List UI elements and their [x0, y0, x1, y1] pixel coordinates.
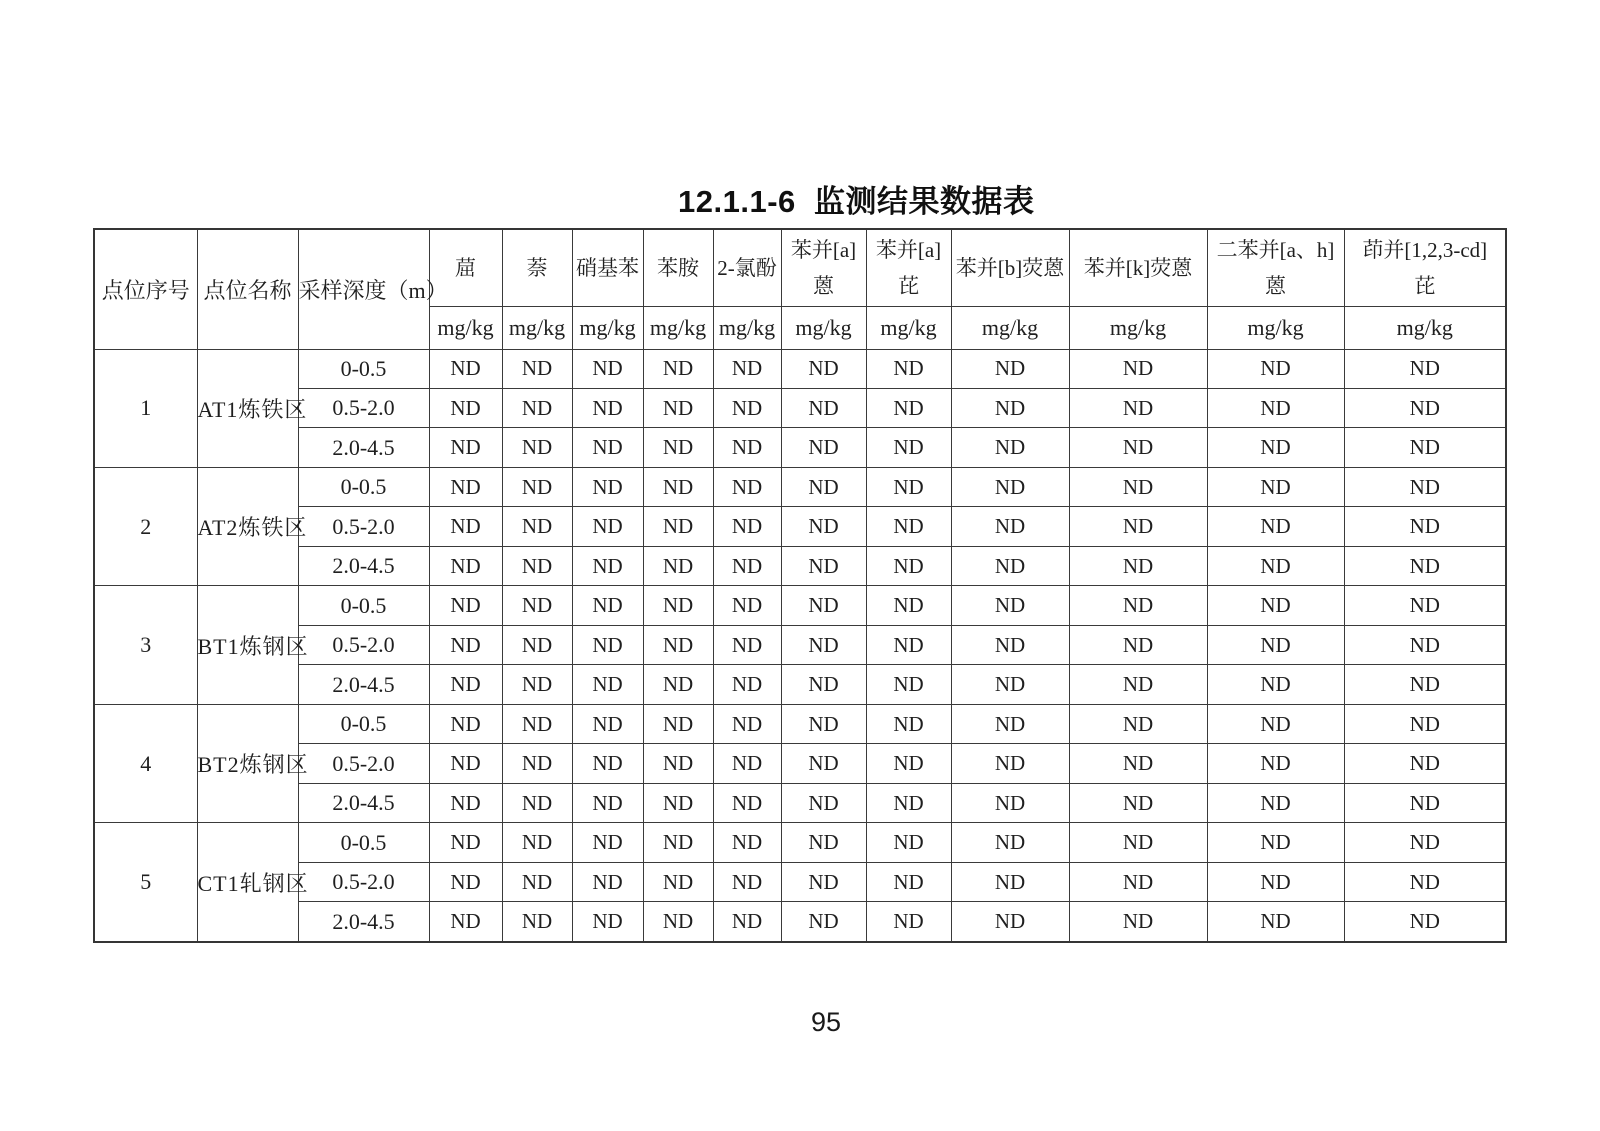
result-value-cell: ND: [643, 625, 713, 664]
result-value-cell: ND: [1344, 507, 1506, 546]
result-value-cell: ND: [781, 586, 866, 625]
result-value-cell: ND: [951, 546, 1069, 585]
result-value-cell: ND: [713, 507, 781, 546]
result-value-cell: ND: [1207, 507, 1344, 546]
result-value-cell: ND: [1207, 467, 1344, 506]
sampling-depth-cell: 2.0-4.5: [298, 428, 429, 467]
result-value-cell: ND: [643, 744, 713, 783]
result-value-cell: ND: [1207, 744, 1344, 783]
result-value-cell: ND: [429, 507, 502, 546]
result-value-cell: ND: [643, 586, 713, 625]
table-body: [94, 349, 1506, 942]
result-value-cell: ND: [1344, 902, 1506, 942]
sampling-depth-cell: 0.5-2.0: [298, 388, 429, 427]
result-value-cell: ND: [1069, 546, 1207, 585]
sampling-depth-cell: 0.5-2.0: [298, 625, 429, 664]
chemical-name-line: 二苯并[a、h]: [1216, 237, 1335, 262]
col-header-unit: mg/kg: [429, 306, 502, 349]
result-value-cell: ND: [713, 625, 781, 664]
result-value-cell: ND: [866, 783, 951, 822]
sampling-depth-cell: 0.5-2.0: [298, 507, 429, 546]
result-value-cell: ND: [951, 349, 1069, 388]
chemical-name-line: 苯胺: [657, 255, 699, 280]
result-value-cell: ND: [866, 862, 951, 901]
result-value-cell: ND: [1207, 625, 1344, 664]
result-value-cell: ND: [429, 902, 502, 942]
result-value-cell: ND: [643, 704, 713, 743]
result-value-cell: ND: [1069, 902, 1207, 942]
result-value-cell: ND: [951, 862, 1069, 901]
result-value-cell: ND: [502, 902, 572, 942]
result-value-cell: ND: [1069, 586, 1207, 625]
col-header-chemical: [1344, 229, 1506, 306]
sampling-depth-cell: 2.0-4.5: [298, 665, 429, 704]
chemical-name-line: 䓛: [455, 255, 476, 280]
result-value-cell: ND: [1344, 428, 1506, 467]
chemical-name-line: 苯并[k]荧蒽: [1083, 255, 1193, 280]
result-value-cell: ND: [781, 862, 866, 901]
result-value-cell: ND: [572, 467, 643, 506]
result-value-cell: ND: [502, 744, 572, 783]
result-value-cell: ND: [429, 862, 502, 901]
point-seq-cell: 3: [94, 586, 197, 704]
result-value-cell: ND: [866, 546, 951, 585]
result-value-cell: ND: [951, 625, 1069, 664]
sampling-depth-cell: 0-0.5: [298, 467, 429, 506]
result-value-cell: ND: [643, 546, 713, 585]
col-header-unit: mg/kg: [951, 306, 1069, 349]
chemical-name-line: 2-氯酚: [717, 255, 777, 280]
result-value-cell: ND: [429, 625, 502, 664]
result-value-cell: ND: [502, 704, 572, 743]
result-value-cell: ND: [866, 507, 951, 546]
result-value-cell: ND: [781, 704, 866, 743]
result-value-cell: ND: [866, 467, 951, 506]
result-value-cell: ND: [1344, 467, 1506, 506]
result-value-cell: ND: [781, 665, 866, 704]
result-value-cell: ND: [502, 625, 572, 664]
col-header-unit: mg/kg: [1069, 306, 1207, 349]
result-value-cell: ND: [951, 783, 1069, 822]
sampling-depth-cell: 0.5-2.0: [298, 744, 429, 783]
result-value-cell: ND: [572, 546, 643, 585]
result-value-cell: ND: [502, 783, 572, 822]
result-value-cell: ND: [643, 783, 713, 822]
result-value-cell: ND: [502, 586, 572, 625]
result-value-cell: ND: [951, 388, 1069, 427]
col-header-unit: mg/kg: [1207, 306, 1344, 349]
result-value-cell: ND: [429, 428, 502, 467]
result-value-cell: ND: [1207, 586, 1344, 625]
result-value-cell: ND: [1344, 665, 1506, 704]
result-value-cell: ND: [1069, 467, 1207, 506]
chemical-name-line: 苯并[b]荧蒽: [955, 255, 1065, 280]
result-value-cell: ND: [572, 862, 643, 901]
result-value-cell: ND: [572, 902, 643, 942]
result-value-cell: ND: [781, 428, 866, 467]
result-value-cell: ND: [951, 704, 1069, 743]
result-value-cell: ND: [643, 823, 713, 862]
result-value-cell: ND: [866, 823, 951, 862]
result-value-cell: ND: [781, 823, 866, 862]
result-value-cell: ND: [572, 625, 643, 664]
chemical-name-line: 芘: [1414, 273, 1436, 298]
result-value-cell: ND: [1069, 665, 1207, 704]
point-name-cell: AT1炼铁区: [197, 349, 298, 467]
table-row: [94, 586, 1506, 625]
result-value-cell: ND: [429, 546, 502, 585]
chemical-name-line: 苯并[a]: [790, 237, 857, 262]
point-name-cell: AT2炼铁区: [197, 467, 298, 585]
col-header-chemical: [781, 229, 866, 306]
result-value-cell: ND: [1069, 823, 1207, 862]
result-value-cell: ND: [713, 862, 781, 901]
result-value-cell: ND: [502, 507, 572, 546]
col-header-chemical: [951, 229, 1069, 306]
result-value-cell: ND: [502, 546, 572, 585]
col-header-unit: mg/kg: [866, 306, 951, 349]
result-value-cell: ND: [572, 507, 643, 546]
result-value-cell: ND: [1069, 862, 1207, 901]
result-value-cell: ND: [781, 467, 866, 506]
result-value-cell: ND: [502, 428, 572, 467]
result-value-cell: ND: [429, 349, 502, 388]
result-value-cell: ND: [502, 467, 572, 506]
result-value-cell: ND: [1207, 902, 1344, 942]
point-seq-cell: 4: [94, 704, 197, 822]
result-value-cell: ND: [1069, 704, 1207, 743]
result-value-cell: ND: [502, 665, 572, 704]
result-value-cell: ND: [951, 665, 1069, 704]
result-value-cell: ND: [713, 349, 781, 388]
page-number: 95: [810, 1007, 842, 1037]
result-value-cell: ND: [781, 388, 866, 427]
result-value-cell: ND: [713, 704, 781, 743]
chemical-name-line: 蒽: [1265, 273, 1286, 298]
result-value-cell: ND: [429, 744, 502, 783]
result-value-cell: ND: [951, 744, 1069, 783]
result-value-cell: ND: [951, 428, 1069, 467]
result-value-cell: ND: [713, 388, 781, 427]
result-value-cell: ND: [572, 704, 643, 743]
table-row: [94, 823, 1506, 862]
result-value-cell: ND: [643, 349, 713, 388]
col-header-chemical: [866, 229, 951, 306]
chemical-name-line: 芘: [898, 273, 919, 298]
table-row: [94, 428, 1506, 467]
col-header-chemical: [502, 229, 572, 306]
result-value-cell: ND: [1344, 783, 1506, 822]
sampling-depth-cell: 0-0.5: [298, 349, 429, 388]
result-value-cell: ND: [429, 586, 502, 625]
result-value-cell: ND: [951, 586, 1069, 625]
col-header-unit: mg/kg: [781, 306, 866, 349]
result-value-cell: ND: [1207, 546, 1344, 585]
col-header-name: 点位名称: [197, 229, 298, 349]
result-value-cell: ND: [643, 862, 713, 901]
result-value-cell: ND: [429, 467, 502, 506]
result-value-cell: ND: [866, 665, 951, 704]
result-value-cell: ND: [781, 546, 866, 585]
col-header-seq: 点位序号: [94, 229, 197, 349]
result-value-cell: ND: [643, 428, 713, 467]
col-header-chemical: [572, 229, 643, 306]
table-row: [94, 546, 1506, 585]
result-value-cell: ND: [951, 467, 1069, 506]
result-value-cell: ND: [643, 467, 713, 506]
sampling-depth-cell: 2.0-4.5: [298, 902, 429, 942]
chemical-name-line: 茚并[1,2,3-cd]: [1362, 237, 1488, 262]
result-value-cell: ND: [572, 744, 643, 783]
table-header: [94, 229, 1506, 349]
result-value-cell: ND: [1207, 665, 1344, 704]
result-value-cell: ND: [502, 349, 572, 388]
result-value-cell: ND: [866, 388, 951, 427]
result-value-cell: ND: [713, 428, 781, 467]
result-value-cell: ND: [866, 428, 951, 467]
table-row: [94, 467, 1506, 506]
col-header-chemical: [1207, 229, 1344, 306]
table-row: [94, 783, 1506, 822]
result-value-cell: ND: [1207, 388, 1344, 427]
chemical-name-line: 萘: [526, 255, 548, 280]
result-value-cell: ND: [1344, 349, 1506, 388]
result-value-cell: ND: [781, 507, 866, 546]
result-value-cell: ND: [781, 744, 866, 783]
result-value-cell: ND: [1207, 349, 1344, 388]
result-value-cell: ND: [951, 902, 1069, 942]
result-value-cell: ND: [643, 665, 713, 704]
result-value-cell: ND: [429, 783, 502, 822]
result-value-cell: ND: [1207, 704, 1344, 743]
result-value-cell: ND: [502, 862, 572, 901]
point-name-cell: CT1轧钢区: [197, 823, 298, 942]
col-header-unit: mg/kg: [643, 306, 713, 349]
result-value-cell: ND: [643, 902, 713, 942]
result-value-cell: ND: [713, 902, 781, 942]
result-value-cell: ND: [1344, 862, 1506, 901]
chemical-name-line: 硝基苯: [576, 255, 639, 280]
result-value-cell: ND: [713, 783, 781, 822]
result-value-cell: ND: [1344, 625, 1506, 664]
sampling-depth-cell: 0-0.5: [298, 704, 429, 743]
result-value-cell: ND: [1069, 744, 1207, 783]
result-value-cell: ND: [713, 665, 781, 704]
point-name-cell: BT1炼钢区: [197, 586, 298, 704]
monitoring-results-table: [93, 228, 1507, 943]
result-value-cell: ND: [572, 586, 643, 625]
result-value-cell: ND: [866, 586, 951, 625]
result-value-cell: ND: [572, 349, 643, 388]
result-value-cell: ND: [866, 902, 951, 942]
point-seq-cell: 2: [94, 467, 197, 585]
result-value-cell: ND: [713, 546, 781, 585]
result-value-cell: ND: [643, 507, 713, 546]
result-value-cell: ND: [866, 625, 951, 664]
col-header-unit: mg/kg: [1344, 306, 1506, 349]
result-value-cell: ND: [429, 704, 502, 743]
table-row: [94, 665, 1506, 704]
result-value-cell: ND: [572, 388, 643, 427]
result-value-cell: ND: [866, 349, 951, 388]
result-value-cell: ND: [866, 744, 951, 783]
result-value-cell: ND: [572, 428, 643, 467]
result-value-cell: ND: [429, 665, 502, 704]
result-value-cell: ND: [866, 704, 951, 743]
chemical-name-line: 苯并[a]: [875, 237, 942, 262]
result-value-cell: ND: [713, 467, 781, 506]
result-value-cell: ND: [1069, 783, 1207, 822]
point-seq-cell: 1: [94, 349, 197, 467]
result-value-cell: ND: [781, 625, 866, 664]
header-row-chemicals: [94, 229, 1506, 306]
result-value-cell: ND: [1207, 862, 1344, 901]
table-row: [94, 704, 1506, 743]
sampling-depth-cell: 2.0-4.5: [298, 783, 429, 822]
result-value-cell: ND: [429, 388, 502, 427]
result-value-cell: ND: [502, 823, 572, 862]
result-value-cell: ND: [643, 388, 713, 427]
result-value-cell: ND: [1207, 428, 1344, 467]
result-value-cell: ND: [572, 823, 643, 862]
col-header-chemical: [713, 229, 781, 306]
sampling-depth-cell: 2.0-4.5: [298, 546, 429, 585]
result-value-cell: ND: [1207, 783, 1344, 822]
result-value-cell: ND: [1069, 428, 1207, 467]
result-value-cell: ND: [713, 744, 781, 783]
sampling-depth-cell: 0-0.5: [298, 823, 429, 862]
col-header-unit: mg/kg: [572, 306, 643, 349]
sampling-depth-cell: 0-0.5: [298, 586, 429, 625]
result-value-cell: ND: [1344, 704, 1506, 743]
result-value-cell: ND: [572, 783, 643, 822]
chemical-name-line: 蒽: [813, 273, 834, 298]
result-value-cell: ND: [1344, 823, 1506, 862]
result-value-cell: ND: [781, 783, 866, 822]
sampling-depth-cell: 0.5-2.0: [298, 862, 429, 901]
result-value-cell: ND: [951, 507, 1069, 546]
result-value-cell: ND: [1344, 546, 1506, 585]
result-value-cell: ND: [1344, 388, 1506, 427]
result-value-cell: ND: [1069, 388, 1207, 427]
result-value-cell: ND: [1069, 507, 1207, 546]
result-value-cell: ND: [1207, 823, 1344, 862]
result-value-cell: ND: [713, 586, 781, 625]
result-value-cell: ND: [502, 388, 572, 427]
table-row: [94, 902, 1506, 942]
col-header-chemical: [1069, 229, 1207, 306]
col-header-unit: mg/kg: [713, 306, 781, 349]
result-value-cell: ND: [951, 823, 1069, 862]
col-header-chemical: [643, 229, 713, 306]
page-title: 12.1.1-6 监测结果数据表: [678, 184, 1035, 219]
result-value-cell: ND: [1069, 625, 1207, 664]
result-value-cell: ND: [572, 665, 643, 704]
result-value-cell: ND: [713, 823, 781, 862]
point-name-cell: BT2炼钢区: [197, 704, 298, 822]
result-value-cell: ND: [1069, 349, 1207, 388]
col-header-depth: 采样深度（m）: [298, 229, 429, 349]
table-row: [94, 349, 1506, 388]
result-value-cell: ND: [1344, 586, 1506, 625]
result-value-cell: ND: [1344, 744, 1506, 783]
col-header-unit: mg/kg: [502, 306, 572, 349]
point-seq-cell: 5: [94, 823, 197, 942]
result-value-cell: ND: [781, 349, 866, 388]
result-value-cell: ND: [429, 823, 502, 862]
result-value-cell: ND: [781, 902, 866, 942]
